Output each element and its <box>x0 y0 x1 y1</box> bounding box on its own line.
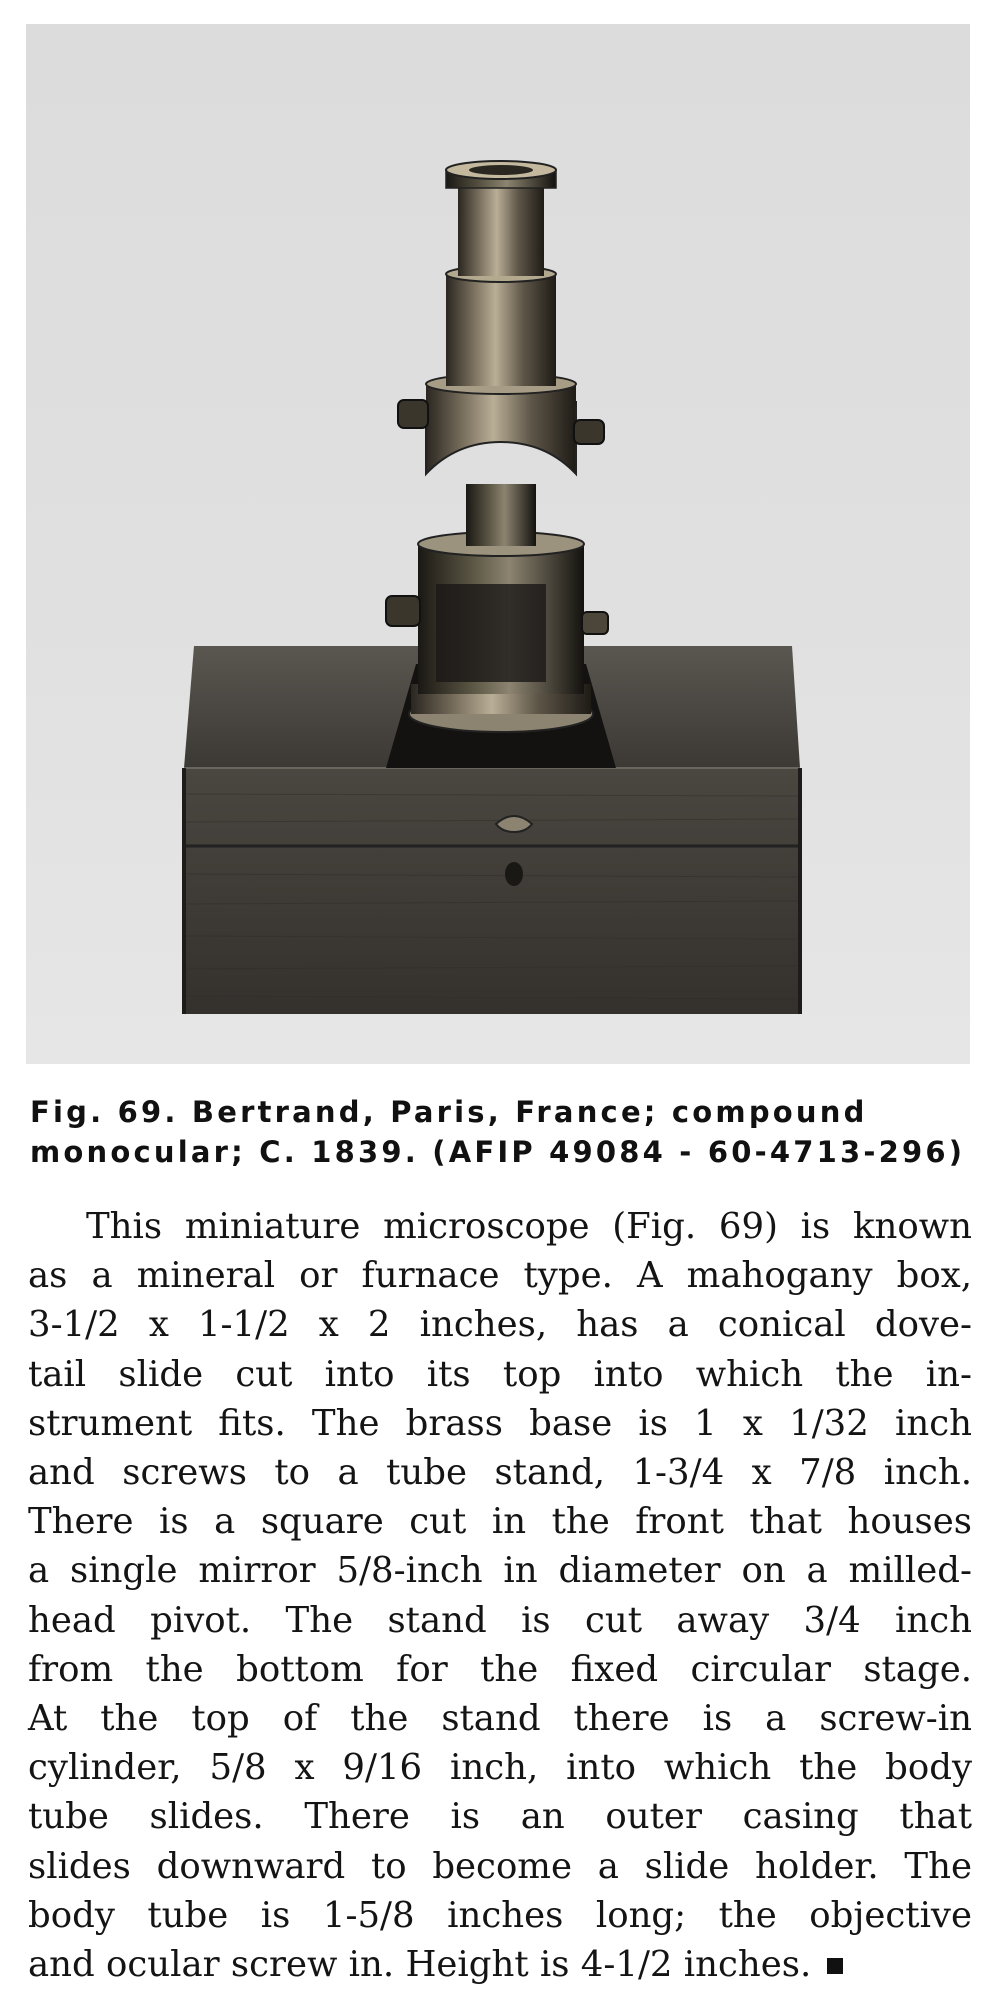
end-mark-square <box>827 1958 843 1974</box>
upper-right-knob <box>574 420 604 444</box>
microscope-illustration <box>26 24 970 1064</box>
body-line-6: and screws to a tube stand, 1-3/4 x 7/8 inch. <box>28 1452 972 1494</box>
body-line-16-text: and ocular screw in. Height is 4-1/2 inches. <box>28 1944 812 1986</box>
body-line-11: At the top of the stand there is a screw-in <box>28 1698 972 1740</box>
body-line-12: cylinder, 5/8 x 9/16 inch, into which the body <box>28 1747 972 1789</box>
box-keyhole <box>505 862 523 886</box>
body-line-2: as a mineral or furnace type. A mahogany box, <box>28 1255 972 1297</box>
body-line-14: slides downward to become a slide holder. The <box>28 1845 972 1887</box>
caption-line-1: Fig. 69. Bertrand, Paris, France; compound <box>30 1095 868 1129</box>
upper-left-knob <box>398 400 428 428</box>
caption-line-2: monocular; C. 1839. (AFIP 49084 - 60-4713-296) <box>30 1135 966 1169</box>
figure-caption <box>30 1092 974 1172</box>
ocular-tube <box>458 184 544 276</box>
lower-right-knob <box>582 612 608 634</box>
body-line-16 <box>28 1940 972 1989</box>
body-line-5: strument fits. The brass base is 1 x 1/32 inch <box>28 1402 972 1444</box>
body-tube <box>446 274 556 386</box>
body-line-1: This miniature microscope (Fig. 69) is known <box>86 1206 972 1247</box>
body-line-10: from the bottom for the fixed circular stage. <box>28 1648 972 1690</box>
body-line-9: head pivot. The stand is cut away 3/4 inch <box>28 1599 972 1641</box>
body-line-4: tail slide cut into its top into which the in- <box>28 1353 972 1395</box>
outer-casing <box>426 402 576 474</box>
body-line-8: a single mirror 5/8-inch in diameter on a milled- <box>28 1550 972 1592</box>
body-paragraph <box>28 1202 972 1989</box>
microscope-photograph <box>26 24 970 1064</box>
body-line-15: body tube is 1-5/8 inches long; the objective <box>28 1894 972 1936</box>
body-line-7: There is a square cut in the front that houses <box>28 1501 972 1543</box>
box-front <box>184 768 800 1014</box>
lower-left-knob <box>386 596 420 626</box>
mirror-opening <box>436 584 546 682</box>
body-line-3: 3-1/2 x 1-1/2 x 2 inches, has a conical dove- <box>28 1304 972 1346</box>
body-line-13: tube slides. There is an outer casing that <box>28 1796 972 1838</box>
